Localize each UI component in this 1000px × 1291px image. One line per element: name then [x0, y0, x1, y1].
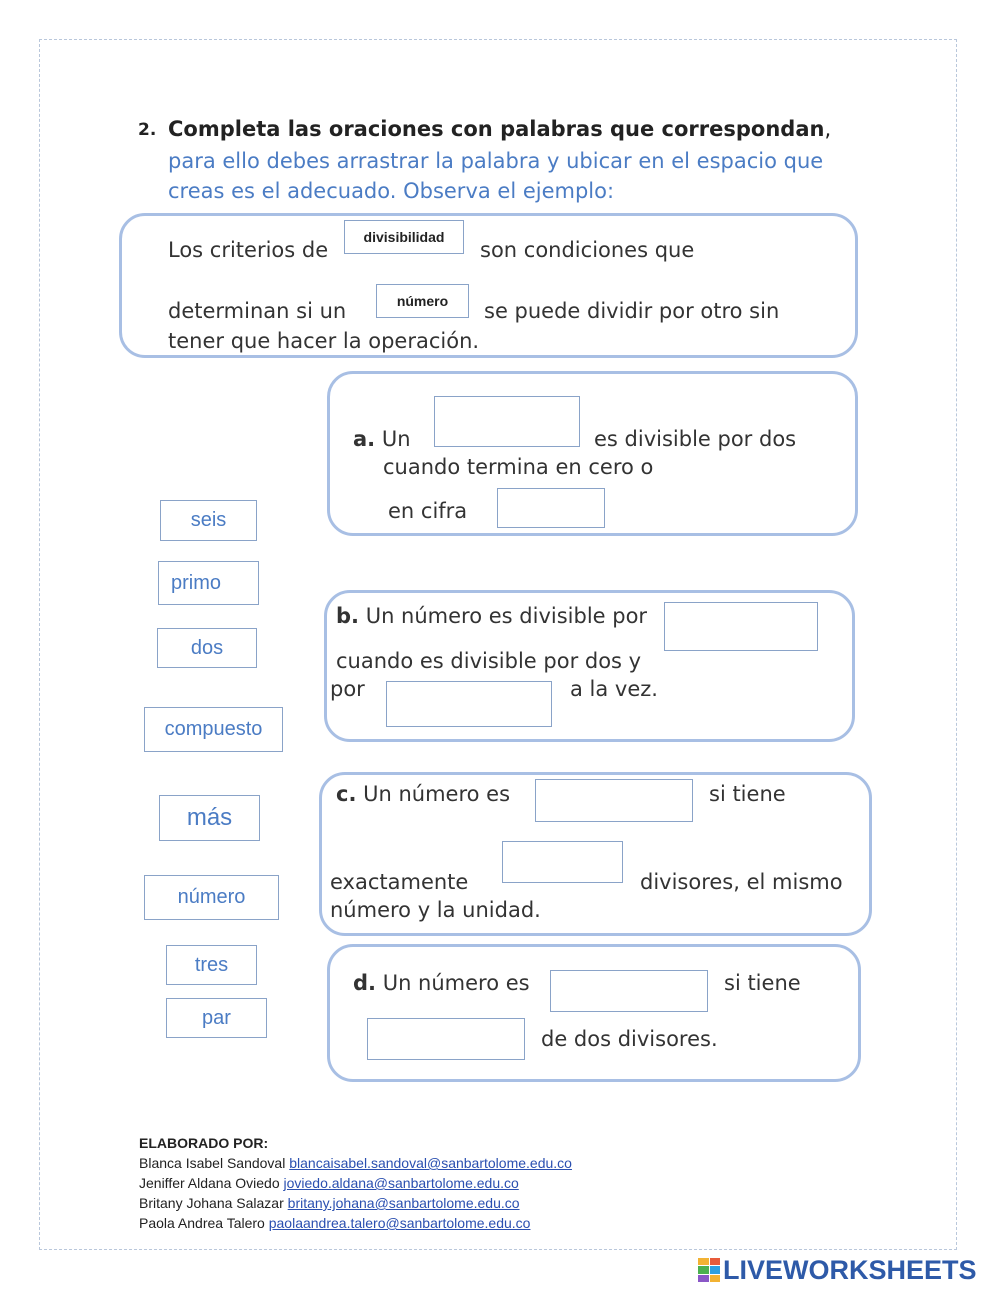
author-email-link[interactable]: paolaandrea.talero@sanbartolome.edu.co — [268, 1215, 531, 1231]
item-a-sentence-2: es divisible por dos — [594, 427, 797, 451]
author-email-link[interactable]: joviedo.aldana@sanbartolome.edu.co — [283, 1175, 519, 1191]
question-number: 2. — [138, 120, 157, 140]
author-email-link[interactable]: britany.johana@sanbartolome.edu.co — [287, 1195, 520, 1211]
item-a-drop-zone-1[interactable] — [434, 396, 580, 447]
word-chip-primo[interactable]: primo — [158, 561, 259, 605]
example-text-5: tener que hacer la operación. — [168, 329, 480, 353]
credits-author: Jeniffer Aldana Oviedo joviedo.aldana@sanbartolome.edu.co — [139, 1175, 519, 1191]
example-text-3: determinan si un — [168, 299, 347, 323]
credits-author: Paola Andrea Talero paolaandrea.talero@sanbartolome.edu.co — [139, 1215, 531, 1231]
item-d-sentence-3: de dos divisores. — [541, 1027, 718, 1051]
word-chip-tres[interactable]: tres — [166, 945, 257, 985]
item-c-drop-zone-1[interactable] — [535, 779, 693, 822]
word-chip-mas[interactable]: más — [159, 795, 260, 841]
word-chip-seis[interactable]: seis — [160, 500, 257, 541]
item-a-sentence-3: cuando termina en cero o — [383, 455, 654, 479]
word-chip-dos[interactable]: dos — [157, 628, 257, 668]
item-d-sentence-2: si tiene — [724, 971, 801, 995]
item-a-sentence-1: a. Un — [353, 427, 411, 451]
item-b-sentence-4: a la vez. — [570, 677, 658, 701]
item-d-drop-zone-1[interactable] — [550, 970, 708, 1012]
item-b-drop-zone-2[interactable] — [386, 681, 552, 727]
item-c-sentence-2: si tiene — [709, 782, 786, 806]
question-instruction: para ello debes arrastrar la palabra y ubicar en el espacio que creas es el adecuado. Observa el ejemplo: — [168, 149, 824, 203]
author-email-link[interactable]: blancaisabel.sandoval@sanbartolome.edu.co — [289, 1155, 572, 1171]
item-c-sentence-5: número y la unidad. — [330, 898, 541, 922]
word-chip-par[interactable]: par — [166, 998, 267, 1038]
item-c-sentence-4: divisores, el mismo — [640, 870, 843, 894]
word-chip-numero[interactable]: número — [144, 875, 279, 920]
item-d-drop-zone-2[interactable] — [367, 1018, 525, 1060]
liveworksheets-icon — [698, 1258, 720, 1282]
item-a-drop-zone-2[interactable] — [497, 488, 605, 528]
item-a-sentence-4: en cifra — [388, 499, 468, 523]
item-c-drop-zone-2[interactable] — [502, 841, 623, 883]
item-b-drop-zone-1[interactable] — [664, 602, 818, 651]
word-chip-compuesto[interactable]: compuesto — [144, 707, 283, 752]
credits-author: Britany Johana Salazar britany.johana@sanbartolome.edu.co — [139, 1195, 520, 1211]
item-b-sentence-1: b. Un número es divisible por — [336, 604, 648, 628]
credits — [139, 1133, 572, 1233]
item-c-sentence-1: c. Un número es — [336, 782, 511, 806]
credits-author: Blanca Isabel Sandoval blancaisabel.sandoval@sanbartolome.edu.co — [139, 1155, 572, 1171]
example-text-4: se puede dividir por otro sin — [484, 299, 780, 323]
liveworksheets-wordmark: LIVEWORKSHEETS — [723, 1254, 977, 1285]
liveworksheets-logo[interactable] — [698, 1256, 977, 1284]
example-text-1: Los criterios de — [168, 238, 329, 262]
example-filled-divisibilidad: divisibilidad — [344, 220, 464, 254]
example-filled-numero: número — [376, 284, 469, 318]
item-d-sentence-1: d. Un número es — [353, 971, 530, 995]
item-b-sentence-2: cuando es divisible por dos y — [336, 649, 642, 673]
example-text-2: son condiciones que — [480, 238, 695, 262]
item-c-sentence-3: exactamente — [330, 870, 469, 894]
credits-heading: ELABORADO POR: — [139, 1135, 269, 1151]
item-d-box — [327, 944, 861, 1082]
item-b-sentence-3: por — [330, 677, 365, 701]
question-title: Completa las oraciones con palabras que correspondan, — [168, 117, 832, 141]
